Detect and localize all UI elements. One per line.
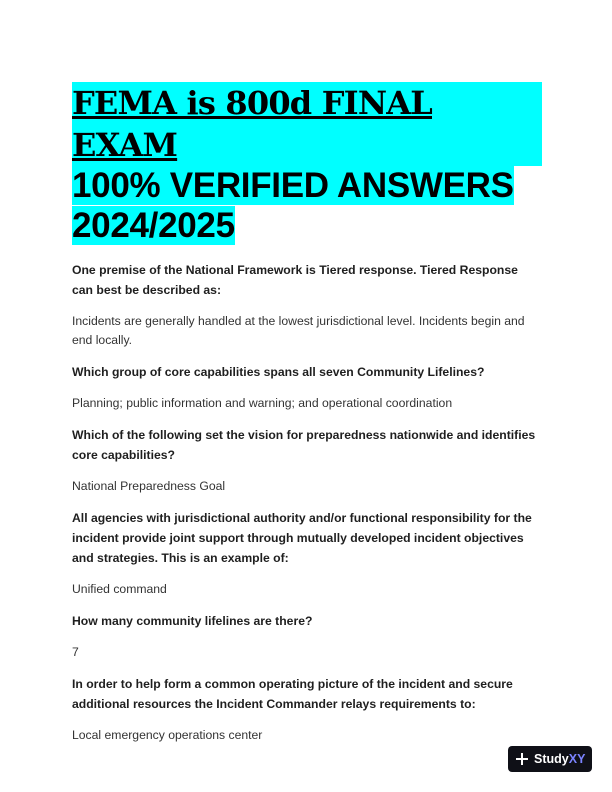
- answer-3: National Preparedness Goal: [72, 479, 226, 493]
- title-line-1: FEMA is 800d FINAL EXAM: [72, 82, 542, 166]
- answer-4: Unified command: [72, 582, 167, 596]
- title-line-2: 100% VERIFIED ANSWERS: [72, 166, 514, 205]
- title-line-3: 2024/2025: [72, 206, 235, 245]
- answer-6: Local emergency operations center: [72, 728, 263, 742]
- question-6: In order to help form a common operating picture of the incident and secure additional resources the Incident Commander relays requirements to:: [72, 677, 513, 711]
- page-title: [72, 82, 542, 246]
- question-3: Which of the following set the vision for preparedness nationwide and identifies core capabilities?: [72, 428, 536, 462]
- answer-5: 7: [72, 645, 79, 659]
- plus-icon: [516, 753, 528, 765]
- question-2: Which group of core capabilities spans all seven Community Lifelines?: [72, 365, 485, 379]
- document-page: [72, 82, 542, 757]
- badge-brand-accent: XY: [568, 752, 586, 766]
- answer-2: Planning; public information and warning; and operational coordination: [72, 396, 453, 410]
- badge-brand-main: Study: [534, 752, 569, 766]
- question-4: All agencies with jurisdictional authority and/or functional responsibility for the incident provide joint support through mutually developed incident objectives and strategies. This is an example of:: [72, 511, 532, 565]
- answer-1: Incidents are generally handled at the lowest jurisdictional level. Incidents begin and end locally.: [72, 314, 525, 347]
- qa-list: [72, 260, 542, 745]
- question-5: How many community lifelines are there?: [72, 614, 313, 628]
- studyxy-badge[interactable]: [508, 746, 592, 772]
- question-1: One premise of the National Framework is Tiered response. Tiered Response can best be described as:: [72, 263, 518, 297]
